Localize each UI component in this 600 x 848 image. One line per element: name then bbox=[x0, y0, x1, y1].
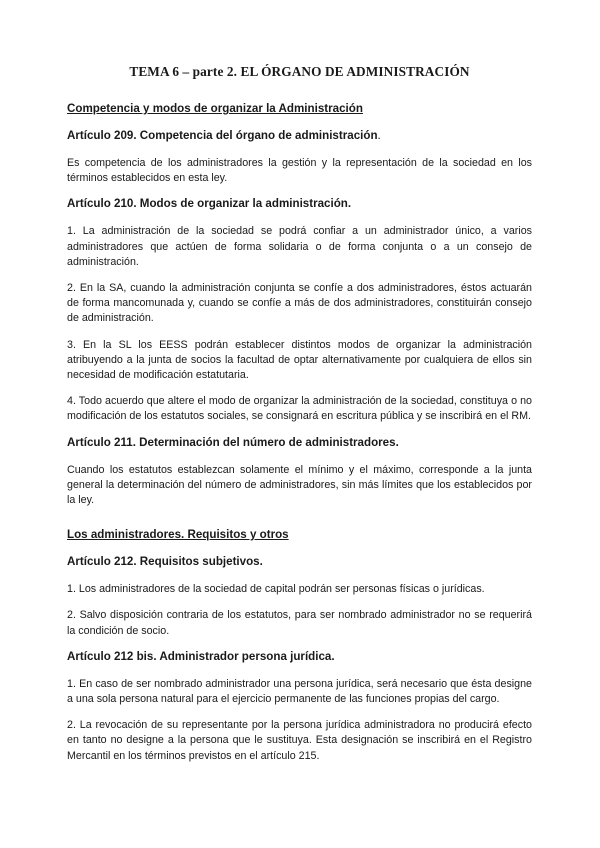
article-heading: Artículo 210. Modos de organizar la administración. bbox=[67, 197, 352, 211]
article-heading-tail: . bbox=[377, 129, 381, 142]
document-body bbox=[67, 64, 532, 775]
page-title: TEMA 6 – parte 2. EL ÓRGANO DE ADMINISTRACIÓN bbox=[129, 64, 470, 79]
article-211 bbox=[67, 436, 532, 509]
article-heading: Artículo 212. Requisitos subjetivos. bbox=[67, 555, 263, 569]
article-paragraph: Es competencia de los administradores la gestión y la representación de la sociedad en los términos establecidos en esta ley. bbox=[67, 157, 532, 185]
article-paragraph: 3. En la SL los EESS podrán establecer distintos modos de organizar la administración atribuyendo a la junta de socios la facultad de optar alternativamente por cualquiera de ellos sin necesidad de modificación estatutaria. bbox=[67, 338, 532, 382]
article-heading: Artículo 212 bis. Administrador persona jurídica. bbox=[67, 649, 335, 663]
section-competencia bbox=[67, 102, 532, 508]
article-heading-text: Artículo 209. Competencia del órgano de administración bbox=[67, 129, 378, 142]
article-paragraph: 1. Los administradores de la sociedad de capital podrán ser personas físicas o jurídicas. bbox=[67, 583, 485, 596]
section-administradores bbox=[67, 528, 532, 764]
article-paragraph: 4. Todo acuerdo que altere el modo de organizar la administración de la sociedad, constituya o no modificación de los estatutos sociales, se consignará en escritura pública y se inscribirá en el RM. bbox=[67, 395, 532, 423]
section-heading: Competencia y modos de organizar la Administración bbox=[67, 102, 363, 115]
article-heading: Artículo 211. Determinación del número de administradores. bbox=[67, 435, 399, 449]
article-paragraph: 1. La administración de la sociedad se podrá confiar a un administrador único, a varios administradores que actúen de forma solidaria o de forma conjunta o a un consejo de administración. bbox=[67, 225, 532, 268]
article-212 bbox=[67, 555, 532, 639]
section-heading: Los administradores. Requisitos y otros bbox=[67, 528, 289, 542]
article-paragraph: Cuando los estatutos establezcan solamente el mínimo y el máximo, corresponde a la junta general la determinación del número de administradores, sin más límites que los establecidos por la ley. bbox=[67, 463, 532, 507]
article-210 bbox=[67, 197, 532, 424]
article-paragraph: 2. Salvo disposición contraria de los estatutos, para ser nombrado administrador no se requerirá la condición de socio. bbox=[67, 609, 532, 637]
article-paragraph: 1. En caso de ser nombrado administrador una persona jurídica, será necesario que ésta designe a una sola persona natural para el ejercicio permanente de las funciones propias del cargo. bbox=[67, 677, 532, 706]
article-212-bis bbox=[67, 650, 532, 764]
article-heading bbox=[67, 129, 532, 143]
article-paragraph: 2. La revocación de su representante por la persona jurídica administradora no producirá efecto en tanto no designe a la persona que le sustituya. Esta designación se inscribirá en el Registro Mercantil en los términos previstos en el artículo 215. bbox=[67, 719, 532, 762]
article-209 bbox=[67, 129, 532, 186]
article-paragraph: 2. En la SA, cuando la administración conjunta se confíe a dos administradores, éstos actuarán de forma mancomunada y, cuando se confíe a más de dos administradores, constituirán consejo de administración. bbox=[67, 282, 532, 325]
